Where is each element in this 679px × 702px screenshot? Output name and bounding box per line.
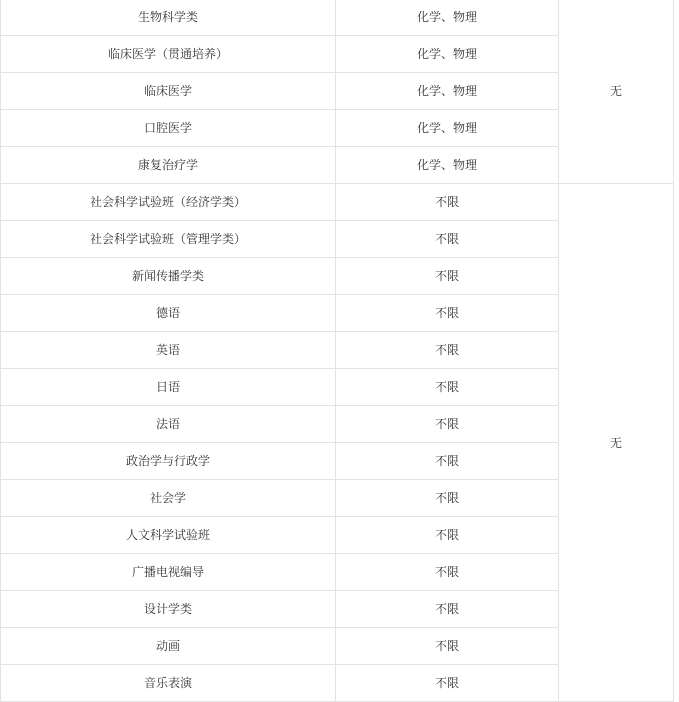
subjects-cell: 不限 (336, 628, 559, 665)
major-cell: 英语 (1, 332, 336, 369)
major-cell: 口腔医学 (1, 110, 336, 147)
subjects-cell: 不限 (336, 480, 559, 517)
major-cell: 社会科学试验班（经济学类） (1, 184, 336, 221)
subjects-cell: 化学、物理 (336, 36, 559, 73)
major-cell: 社会学 (1, 480, 336, 517)
subjects-cell: 不限 (336, 258, 559, 295)
subjects-cell: 不限 (336, 591, 559, 628)
subjects-cell: 不限 (336, 665, 559, 702)
table-row (1, 0, 674, 36)
major-cell: 康复治疗学 (1, 147, 336, 184)
subjects-cell: 不限 (336, 554, 559, 591)
major-cell: 政治学与行政学 (1, 443, 336, 480)
major-cell: 德语 (1, 295, 336, 332)
major-cell: 音乐表演 (1, 665, 336, 702)
major-cell: 设计学类 (1, 591, 336, 628)
table-row (1, 184, 674, 221)
subjects-cell: 不限 (336, 517, 559, 554)
major-cell: 广播电视编导 (1, 554, 336, 591)
major-cell: 人文科学试验班 (1, 517, 336, 554)
subjects-cell: 不限 (336, 443, 559, 480)
major-cell: 动画 (1, 628, 336, 665)
subjects-cell: 不限 (336, 332, 559, 369)
subjects-cell: 不限 (336, 369, 559, 406)
subjects-cell: 化学、物理 (336, 147, 559, 184)
subjects-cell: 不限 (336, 406, 559, 443)
major-cell: 法语 (1, 406, 336, 443)
subjects-cell: 不限 (336, 184, 559, 221)
major-cell: 生物科学类 (1, 0, 336, 36)
subjects-cell: 不限 (336, 295, 559, 332)
subjects-cell: 化学、物理 (336, 73, 559, 110)
major-cell: 新闻传播学类 (1, 258, 336, 295)
major-cell: 临床医学 (1, 73, 336, 110)
note-cell: 无 (559, 184, 674, 702)
note-cell: 无 (559, 0, 674, 184)
subjects-cell: 不限 (336, 221, 559, 258)
subjects-cell: 化学、物理 (336, 0, 559, 36)
major-cell: 日语 (1, 369, 336, 406)
major-cell: 社会科学试验班（管理学类） (1, 221, 336, 258)
subjects-cell: 化学、物理 (336, 110, 559, 147)
major-cell: 临床医学（贯通培养） (1, 36, 336, 73)
table-body (1, 0, 674, 702)
